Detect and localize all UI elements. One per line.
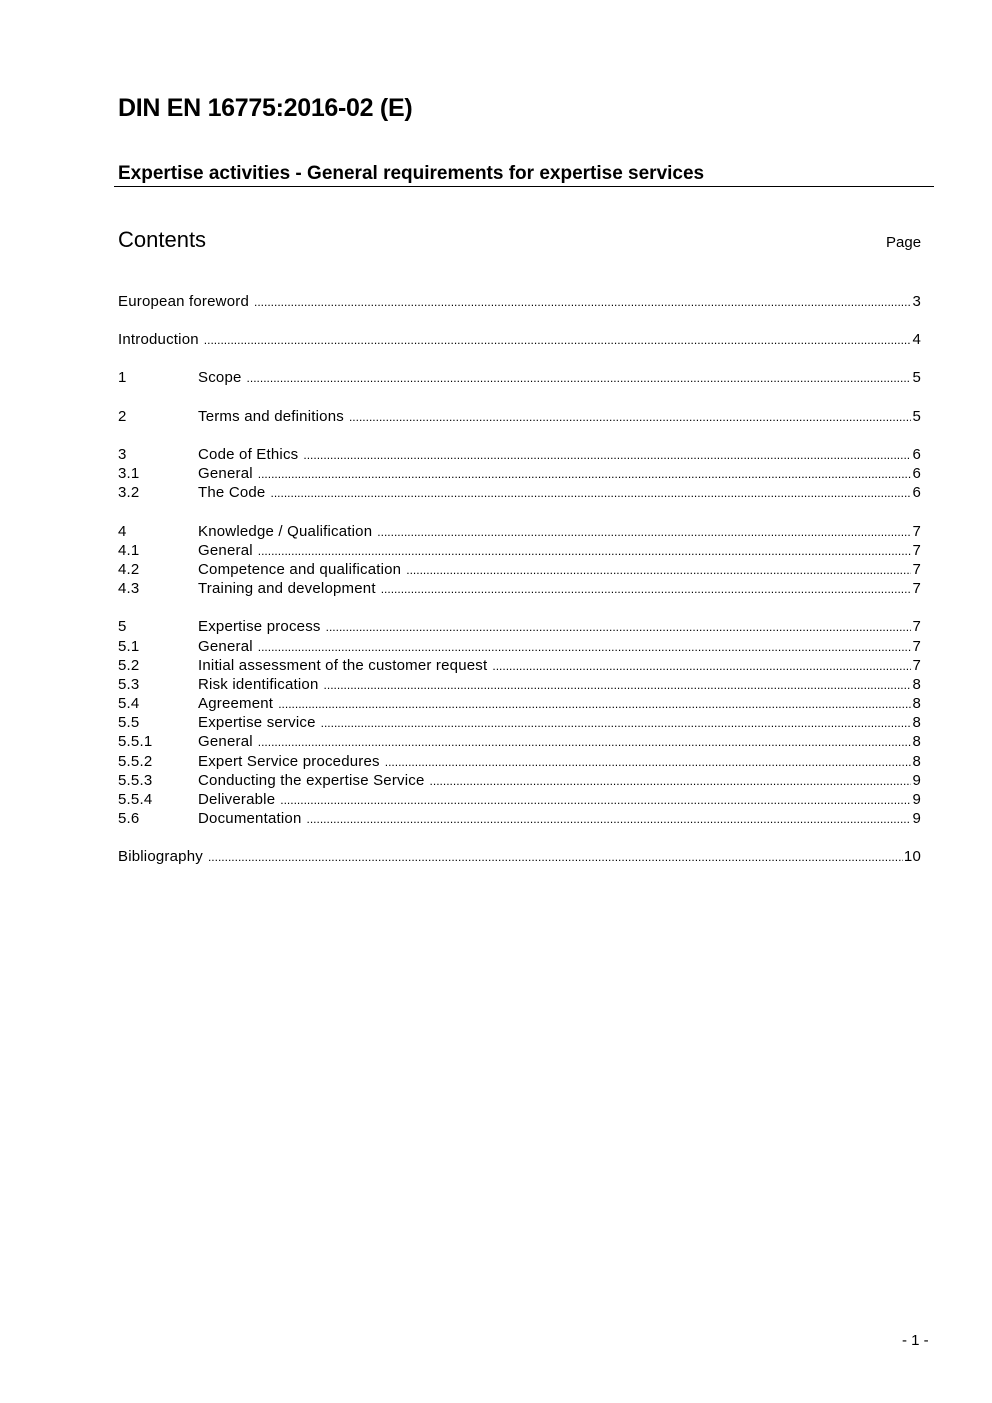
toc-leader-dots [303,446,911,465]
toc-entry-5-5-3[interactable] [118,771,921,790]
toc-leader-dots [377,523,911,542]
toc-entry-page: 8 [912,714,921,731]
toc-entry-page: 8 [912,753,921,770]
toc-entry-number: 3.2 [118,484,140,501]
toc-entry-page: 7 [912,618,921,635]
toc-entry-number: 5.6 [118,810,140,827]
toc-entry-3-1[interactable] [118,464,921,483]
toc-leader-dots [349,408,912,427]
toc-entry-number: 4.2 [118,561,140,578]
toc-leader-dots [381,580,912,599]
toc-entry-title: Competence and qualification [198,561,402,578]
toc-entry-4[interactable] [118,522,921,541]
toc-entry-title: Expert Service procedures [198,753,380,770]
toc-entry-number: 5.4 [118,695,140,712]
toc-entry-5-1[interactable] [118,637,921,656]
toc-entry-title: General [198,733,253,750]
toc-entry-page: 7 [912,542,921,559]
toc-entry-title: Expertise process [198,618,321,635]
toc-entry-5-5-4[interactable] [118,790,921,809]
toc-entry-5-4[interactable] [118,694,921,713]
document-title: DIN EN 16775:2016-02 (E) [118,94,413,122]
toc-entry-title: Terms and definitions [198,408,344,425]
toc-entry-3[interactable] [118,445,921,464]
toc-leader-dots [280,791,911,810]
footer-page-number: - 1 - [902,1332,929,1349]
toc-entry-title: Introduction [118,331,199,348]
toc-entry-5-5[interactable] [118,713,921,732]
toc-entry-title: Bibliography [118,848,203,865]
subtitle-divider [114,186,934,187]
toc-entry-page: 9 [912,772,921,789]
toc-entry-title: General [198,542,253,559]
toc-leader-dots [324,676,912,695]
toc-leader-dots [258,542,912,561]
toc-entry-number: 5.2 [118,657,140,674]
toc-entry-number: 5 [118,618,127,635]
toc-entry-5[interactable] [118,617,921,636]
toc-entry-4-3[interactable] [118,579,921,598]
toc-entry-title: Knowledge / Qualification [198,523,373,540]
toc-leader-dots [278,695,911,714]
toc-entry-title: General [198,638,253,655]
toc-entry-page: 10 [903,848,921,865]
toc-leader-dots [430,772,912,791]
toc-entry-number: 4 [118,523,127,540]
toc-entry-4-2[interactable] [118,560,921,579]
toc-entry-number: 5.5.2 [118,753,153,770]
toc-entry-title: Deliverable [198,791,276,808]
toc-entry-page: 7 [912,580,921,597]
toc-entry-page: 8 [912,676,921,693]
toc-entry-title: Agreement [198,695,274,712]
toc-entry-number: 5.5.4 [118,791,153,808]
toc-entry-page: 3 [912,293,921,310]
toc-entry-page: 5 [912,408,921,425]
toc-leader-dots [247,369,912,388]
toc-entry-5-6[interactable] [118,809,921,828]
toc-entry-page: 7 [912,638,921,655]
toc-entry-title: General [198,465,253,482]
toc-leader-dots [307,810,912,829]
page-column-heading: Page [886,234,922,251]
toc-leader-dots [492,657,911,676]
toc-entry-title: Conducting the expertise Service [198,772,425,789]
toc-entry-number: 4.1 [118,542,140,559]
toc-entry-title: European foreword [118,293,249,310]
toc-entry-page: 6 [912,465,921,482]
toc-leader-dots [258,733,912,752]
toc-entry-page: 5 [912,369,921,386]
toc-entry-title: Documentation [198,810,302,827]
toc-leader-dots [204,331,912,350]
toc-entry-page: 7 [912,657,921,674]
toc-entry-5-3[interactable] [118,675,921,694]
toc-entry-page: 9 [912,810,921,827]
toc-leader-dots [385,753,912,772]
toc-entry-title: Scope [198,369,242,386]
toc-entry-number: 5.5 [118,714,140,731]
toc-entry-page: 6 [912,446,921,463]
toc-entry-number: 3 [118,446,127,463]
toc-entry-2[interactable] [118,407,921,426]
toc-entry-4-1[interactable] [118,541,921,560]
toc-entry-introduction[interactable] [118,330,921,349]
toc-entry-number: 2 [118,408,127,425]
toc-entry-page: 7 [912,523,921,540]
toc-entry-5-2[interactable] [118,656,921,675]
toc-leader-dots [258,638,912,657]
toc-entry-european-foreword[interactable] [118,292,921,311]
toc-leader-dots [321,714,912,733]
toc-entry-page: 4 [912,331,921,348]
toc-entry-number: 3.1 [118,465,140,482]
toc-entry-number: 5.3 [118,676,140,693]
toc-entry-number: 5.1 [118,638,140,655]
toc-entry-page: 6 [912,484,921,501]
toc-entry-title: Risk identification [198,676,319,693]
toc-entry-number: 4.3 [118,580,140,597]
toc-leader-dots [406,561,911,580]
toc-entry-1[interactable] [118,368,921,387]
toc-entry-title: The Code [198,484,266,501]
toc-entry-number: 5.5.1 [118,733,153,750]
document-subtitle: Expertise activities - General requirements for expertise services [118,163,705,184]
toc-entry-page: 8 [912,733,921,750]
toc-entry-title: Code of Ethics [198,446,299,463]
toc-leader-dots [270,484,911,503]
toc-entry-title: Training and development [198,580,376,597]
toc-entry-5-5-2[interactable] [118,752,921,771]
toc-entry-5-5-1[interactable] [118,732,921,751]
toc-entry-number: 5.5.3 [118,772,153,789]
toc-entry-title: Expertise service [198,714,316,731]
toc-entry-bibliography[interactable] [118,847,921,866]
toc-entry-3-2[interactable] [118,483,921,502]
contents-heading: Contents [118,227,207,252]
toc-leader-dots [254,293,911,312]
toc-leader-dots [326,618,912,637]
toc-entry-page: 9 [912,791,921,808]
toc-entry-page: 8 [912,695,921,712]
toc-entry-number: 1 [118,369,127,386]
toc-leader-dots [258,465,912,484]
toc-entry-title: Initial assessment of the customer request [198,657,488,674]
toc-leader-dots [208,848,903,867]
toc-entry-page: 7 [912,561,921,578]
